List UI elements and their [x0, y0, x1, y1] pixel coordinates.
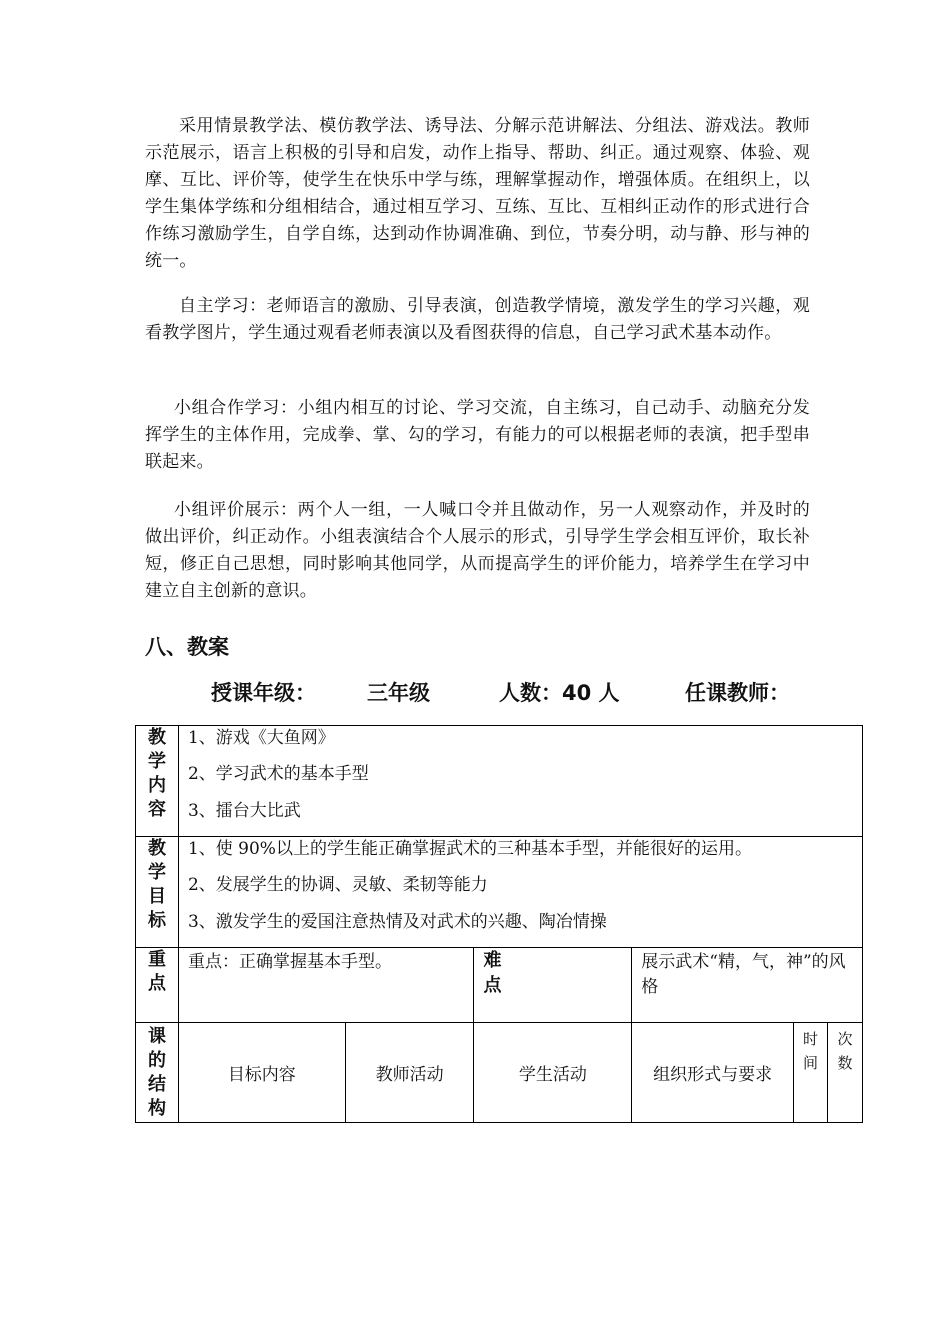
difficulty-label: 难 点 — [474, 948, 632, 1023]
grade-value: 三年级 — [367, 681, 430, 705]
goal-item: 3、激发学生的爱国注意热情及对武术的兴趣、陶冶情操 — [187, 912, 607, 932]
content-item: 1、游戏《大鱼网》 — [187, 728, 335, 748]
col-count: 次 数 — [828, 1023, 863, 1123]
section-title: 八、教案 — [145, 635, 229, 659]
content-item: 2、学习武术的基本手型 — [187, 764, 369, 784]
content-cell — [178, 726, 862, 837]
structure-label: 课 的 结 构 — [136, 1023, 179, 1123]
paragraph-self-study: 自主学习：老师语言的激励、引导表演，创造教学情境，激发学生的学习兴趣，观看教学图片，学生通过观看老师表演以及看图获得的信息，自己学习武术基本动作。 — [145, 296, 810, 343]
content-label: 教 学 内 容 — [136, 726, 179, 837]
paragraph-methods: 采用情景教学法、模仿教学法、诱导法、分解示范讲解法、分组法、游戏法。教师示范展示，语言上积极的引导和启发，动作上指导、帮助、纠正。通过观察、体验、观摩、互比、评价等，使学生在快乐中学与练，理解掌握动作，增强体质。在组织上，以学生集体学练和分组相结合，通过相互学习、互练、互比、互相纠正动作的形式进行合作练习激励学生，自学自练，达到动作协调准确、到位，节奏分明，动与静、形与神的统一。 — [145, 116, 810, 271]
key-cell: 重点：正确掌握基本手型。 — [178, 948, 474, 1023]
goal-label: 教 学 目 标 — [136, 837, 179, 948]
table-row-structure — [136, 1023, 863, 1123]
goal-item: 1、使 90%以上的学生能正确掌握武术的三种基本手型，并能很好的运用。 — [187, 839, 752, 859]
table-row-content — [136, 726, 863, 837]
paragraph-group-eval: 小组评价展示：两个人一组，一人喊口令并且做动作，另一人观察动作，并及时的做出评价，纠正动作。小组表演结合个人展示的形式，引导学生学会相互评价，取长补短，修正自己思想，同时影响其他同学，从而提高学生的评价能力，培养学生在学习中建立自主创新的意识。 — [145, 500, 810, 601]
table-row-key-difficulty — [136, 948, 863, 1023]
col-student-activity: 学生活动 — [474, 1023, 632, 1123]
lesson-plan-table — [135, 725, 863, 1123]
table-row-goals — [136, 837, 863, 948]
col-goal-content: 目标内容 — [178, 1023, 345, 1123]
col-teacher-activity: 教师活动 — [345, 1023, 474, 1123]
teacher-label: 任课教师： — [685, 681, 790, 705]
key-label: 重 点 — [136, 948, 179, 1023]
paragraph-group-study: 小组合作学习：小组内相互的讨论、学习交流，自主练习，自己动手、动脑充分发挥学生的主体作用，完成拳、掌、勾的学习，有能力的可以根据老师的表演，把手型串联起来。 — [145, 398, 810, 472]
col-time: 时 间 — [794, 1023, 828, 1123]
grade-label: 授课年级： — [211, 681, 316, 705]
col-organization: 组织形式与要求 — [632, 1023, 794, 1123]
content-item: 3、擂台大比武 — [187, 801, 301, 821]
difficulty-cell: 展示武术“精，气，神”的风格 — [632, 948, 863, 1023]
student-count: 人数：40 人 — [499, 681, 620, 705]
goal-cell — [178, 837, 862, 948]
goal-item: 2、发展学生的协调、灵敏、柔韧等能力 — [187, 875, 488, 895]
